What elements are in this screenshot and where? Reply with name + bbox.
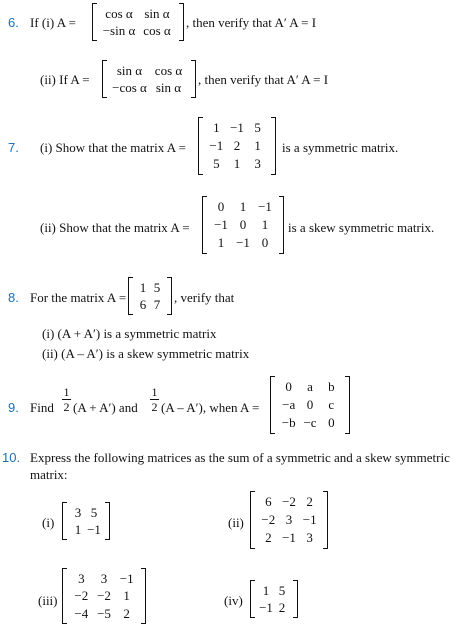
matrix-cell: 1 xyxy=(217,235,225,250)
matrix-cell: 6 xyxy=(265,494,272,509)
question-7-part-ii-intro: (ii) Show that the matrix A = xyxy=(40,220,190,235)
question-10-number: 10. xyxy=(2,450,21,465)
matrix-cell: 5 xyxy=(254,120,261,135)
matrix-left-bracket xyxy=(128,277,133,315)
question-10-text-line-2: matrix: xyxy=(30,467,68,482)
matrix-left-bracket xyxy=(250,491,255,549)
question-8-part-i: (i) (A + A′) is a symmetric matrix xyxy=(42,326,217,341)
matrix-right-bracket xyxy=(293,580,298,618)
question-7-part-i-intro: (i) Show that the matrix A = xyxy=(40,140,186,155)
matrix-left-bracket xyxy=(250,580,255,618)
matrix-8 xyxy=(128,277,172,315)
matrix-cell: −1 xyxy=(258,199,272,214)
matrix-cell: 0 xyxy=(306,397,314,412)
matrix-7-ii xyxy=(202,196,284,254)
matrix-cell: −c xyxy=(303,415,317,430)
matrix-cell: cos α xyxy=(105,6,133,21)
matrix-right-bracket xyxy=(167,277,172,315)
matrix-cell: −1 xyxy=(87,522,101,537)
matrix-cell: −1 xyxy=(259,600,273,615)
matrix-cell: −1 xyxy=(119,571,134,586)
fraction-denominator: 2 xyxy=(63,400,70,414)
matrix-cell: sin α xyxy=(116,63,143,78)
matrix-cell: 1 xyxy=(262,583,270,598)
matrix-cell: −1 xyxy=(230,120,244,135)
question-8-number: 8. xyxy=(8,290,19,305)
matrix-7-i xyxy=(198,117,276,175)
question-8-intro: For the matrix A = xyxy=(30,290,127,305)
matrix-cell: 0 xyxy=(217,199,225,214)
matrix-cell: −1 xyxy=(282,530,296,545)
matrix-cell: −5 xyxy=(97,605,111,621)
question-8-part-ii: (ii) (A – A′) is a skew symmetric matrix xyxy=(42,346,250,361)
question-9-find: Find xyxy=(30,400,54,415)
matrix-6-i xyxy=(92,3,184,41)
matrix-10-ii xyxy=(250,491,328,549)
matrix-cell: −b xyxy=(281,415,296,430)
matrix-10-iii xyxy=(62,568,146,624)
matrix-10-i xyxy=(62,502,110,540)
matrix-cell: −a xyxy=(282,397,296,412)
matrix-cell: c xyxy=(328,397,335,412)
question-6-part-i-intro: If (i) A = xyxy=(30,15,76,30)
fraction-one-half-a xyxy=(62,386,71,413)
matrix-cell: 5 xyxy=(153,280,161,295)
question-9-difference-term: (A – A′), when A = xyxy=(161,400,260,415)
matrix-cell: 3 xyxy=(285,512,293,527)
question-10-part-i-label: (i) xyxy=(42,515,55,530)
matrix-right-bracket xyxy=(271,117,276,175)
matrix-cell: cos α xyxy=(143,23,171,38)
question-10-part-iii-label: (iii) xyxy=(38,593,58,608)
question-10-text-line-1: Express the following matrices as the sum of a symmetric and a skew symmetric xyxy=(30,450,450,465)
fraction-numerator: 1 xyxy=(151,385,158,399)
matrix-10-iv xyxy=(250,580,298,618)
matrix-cell: a xyxy=(307,379,313,394)
matrix-left-bracket xyxy=(62,502,67,540)
matrix-cell: −2 xyxy=(261,512,276,527)
matrix-cell: sin α xyxy=(144,6,170,21)
matrix-9 xyxy=(270,376,350,434)
matrix-right-bracket xyxy=(279,196,284,254)
matrix-cell: 3 xyxy=(100,571,108,586)
matrix-cell: −2 xyxy=(282,494,296,509)
matrix-cell: 7 xyxy=(153,297,161,312)
matrix-cell: 3 xyxy=(254,156,261,171)
matrix-left-bracket xyxy=(62,568,67,624)
matrix-left-bracket xyxy=(102,60,107,98)
question-6-part-i-statement: , then verify that A′ A = I xyxy=(186,15,317,30)
matrix-cell: 3 xyxy=(78,571,85,586)
matrix-cell: b xyxy=(328,379,335,394)
question-7-part-ii-statement: is a skew symmetric matrix. xyxy=(288,220,435,235)
matrix-right-bracket xyxy=(105,502,110,540)
matrix-right-bracket xyxy=(345,376,350,434)
fraction-one-half-b xyxy=(150,386,159,413)
matrix-left-bracket xyxy=(92,3,97,41)
question-9-sum-term: (A + A′) and xyxy=(73,400,138,415)
matrix-cell: 1 xyxy=(213,120,220,135)
matrix-cell: −2 xyxy=(97,588,111,604)
matrix-cell: 0 xyxy=(261,235,269,250)
matrix-cell: 1 xyxy=(74,522,82,537)
matrix-left-bracket xyxy=(270,376,275,434)
question-10-part-iv-label: (iv) xyxy=(224,593,243,608)
matrix-cell: 2 xyxy=(123,605,130,621)
matrix-right-bracket xyxy=(191,60,196,98)
fraction-numerator: 1 xyxy=(63,385,70,399)
matrix-cell: 0 xyxy=(328,415,335,430)
matrix-cell: 1 xyxy=(233,156,241,171)
matrix-cell: −4 xyxy=(74,605,89,621)
matrix-cell: 1 xyxy=(123,588,130,604)
matrix-cell: 3 xyxy=(74,505,82,520)
matrix-cell: −2 xyxy=(74,588,89,604)
matrix-cell: 2 xyxy=(306,494,313,509)
question-7-number: 7. xyxy=(8,140,19,155)
matrix-cell: 5 xyxy=(213,156,220,171)
matrix-cell: 0 xyxy=(285,379,292,394)
matrix-cell: 0 xyxy=(239,217,247,232)
matrix-cell: 5 xyxy=(278,583,286,598)
question-8-statement: , verify that xyxy=(174,290,235,305)
question-6-number: 6. xyxy=(8,15,19,30)
matrix-left-bracket xyxy=(202,196,207,254)
matrix-right-bracket xyxy=(141,568,146,624)
matrix-cell: 2 xyxy=(265,530,272,545)
matrix-cell: 1 xyxy=(254,138,261,153)
question-6-part-ii-statement: , then verify that A′ A = I xyxy=(198,72,329,87)
matrix-cell: −1 xyxy=(209,138,224,153)
matrix-right-bracket xyxy=(323,491,328,549)
matrix-cell: 1 xyxy=(239,199,247,214)
matrix-cell: 3 xyxy=(306,530,313,545)
matrix-cell: 1 xyxy=(261,217,269,232)
matrix-cell: −1 xyxy=(214,217,228,232)
matrix-6-ii xyxy=(102,60,196,98)
matrix-cell: 2 xyxy=(278,600,286,615)
fraction-denominator: 2 xyxy=(151,400,158,414)
matrix-cell: −cos α xyxy=(112,80,147,95)
matrix-cell: −1 xyxy=(236,235,250,250)
matrix-cell: −1 xyxy=(302,512,317,527)
question-9-number: 9. xyxy=(8,400,19,415)
matrix-right-bracket xyxy=(179,3,184,41)
matrix-cell: −sin α xyxy=(102,23,136,38)
matrix-cell: sin α xyxy=(155,80,182,95)
matrix-left-bracket xyxy=(198,117,203,175)
question-7-part-i-statement: is a symmetric matrix. xyxy=(282,140,399,155)
matrix-cell: 5 xyxy=(90,505,98,520)
matrix-cell: 2 xyxy=(233,138,241,153)
question-10-part-ii-label: (ii) xyxy=(228,515,244,530)
question-6-part-ii-intro: (ii) If A = xyxy=(40,72,90,87)
matrix-cell: cos α xyxy=(154,63,183,78)
matrix-cell: 1 xyxy=(139,280,147,295)
matrix-cell: 6 xyxy=(139,297,147,312)
